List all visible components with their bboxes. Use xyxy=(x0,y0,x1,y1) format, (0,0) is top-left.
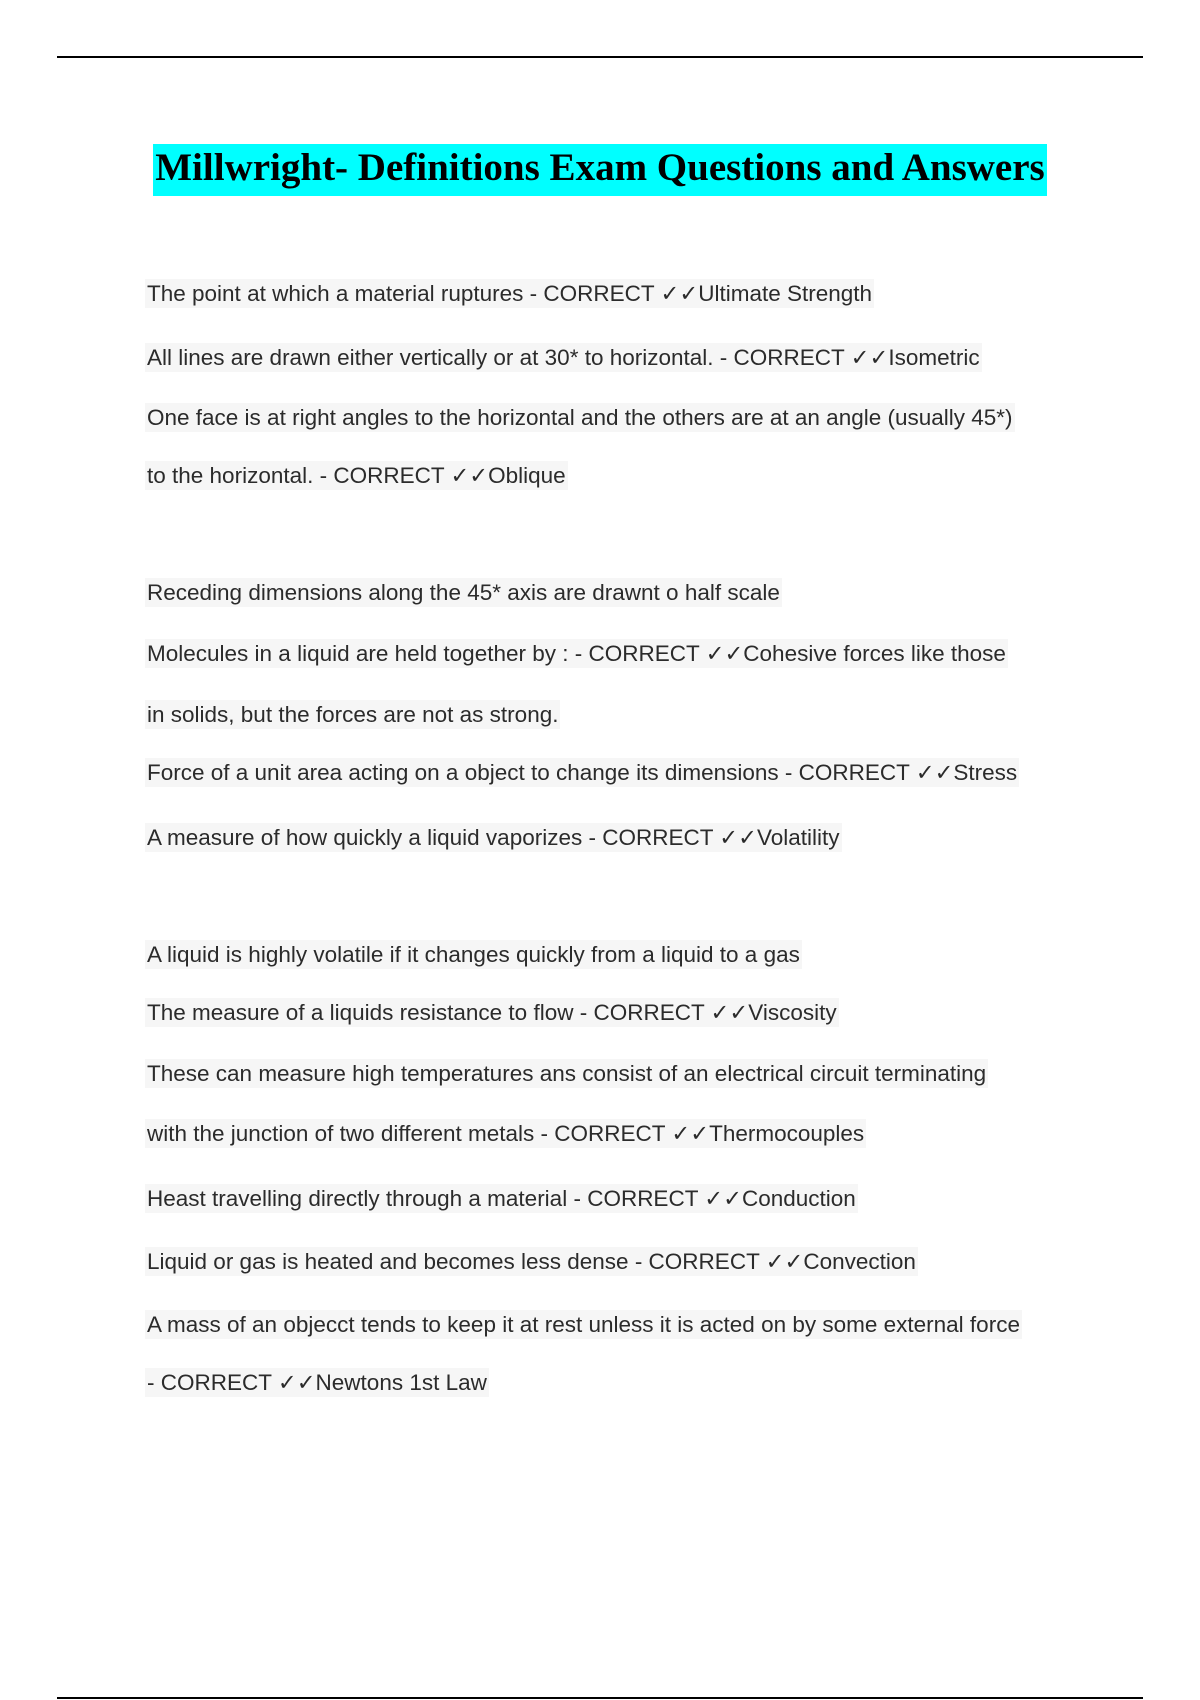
qa-line: These can measure high temperatures ans consist of an electrical circuit terminating xyxy=(147,1061,987,1086)
qa-line: with the junction of two different metals - CORRECT ✓✓Thermocouples xyxy=(147,1121,865,1146)
top-rule xyxy=(57,56,1143,58)
title-block xyxy=(0,144,1200,196)
qa-line: A measure of how quickly a liquid vaporizes - CORRECT ✓✓Volatility xyxy=(147,825,840,850)
qa-line: The point at which a material ruptures - CORRECT ✓✓Ultimate Strength xyxy=(147,281,873,306)
document-title: Millwright- Definitions Exam Questions and Answers xyxy=(153,144,1046,196)
qa-line: to the horizontal. - CORRECT ✓✓Oblique xyxy=(147,463,566,488)
qa-line: - CORRECT ✓✓Newtons 1st Law xyxy=(147,1370,487,1395)
qa-line: The measure of a liquids resistance to flow - CORRECT ✓✓Viscosity xyxy=(147,1000,837,1025)
qa-line: A mass of an objecct tends to keep it at rest unless it is acted on by some external force xyxy=(147,1312,1020,1337)
qa-line: Receding dimensions along the 45* axis are drawnt o half scale xyxy=(147,580,780,605)
qa-line: Heast travelling directly through a material - CORRECT ✓✓Conduction xyxy=(147,1186,856,1211)
qa-line: in solids, but the forces are not as strong. xyxy=(147,702,559,727)
qa-line: Force of a unit area acting on a object to change its dimensions - CORRECT ✓✓Stress xyxy=(147,760,1018,785)
qa-line: Molecules in a liquid are held together by : - CORRECT ✓✓Cohesive forces like those xyxy=(147,641,1006,666)
qa-line: One face is at right angles to the horizontal and the others are at an angle (usually 45*) xyxy=(147,405,1013,430)
qa-line: A liquid is highly volatile if it changes quickly from a liquid to a gas xyxy=(147,942,800,967)
qa-line: Liquid or gas is heated and becomes less dense - CORRECT ✓✓Convection xyxy=(147,1249,916,1274)
qa-line: All lines are drawn either vertically or at 30* to horizontal. - CORRECT ✓✓Isometric xyxy=(147,345,980,370)
bottom-rule xyxy=(57,1697,1143,1699)
